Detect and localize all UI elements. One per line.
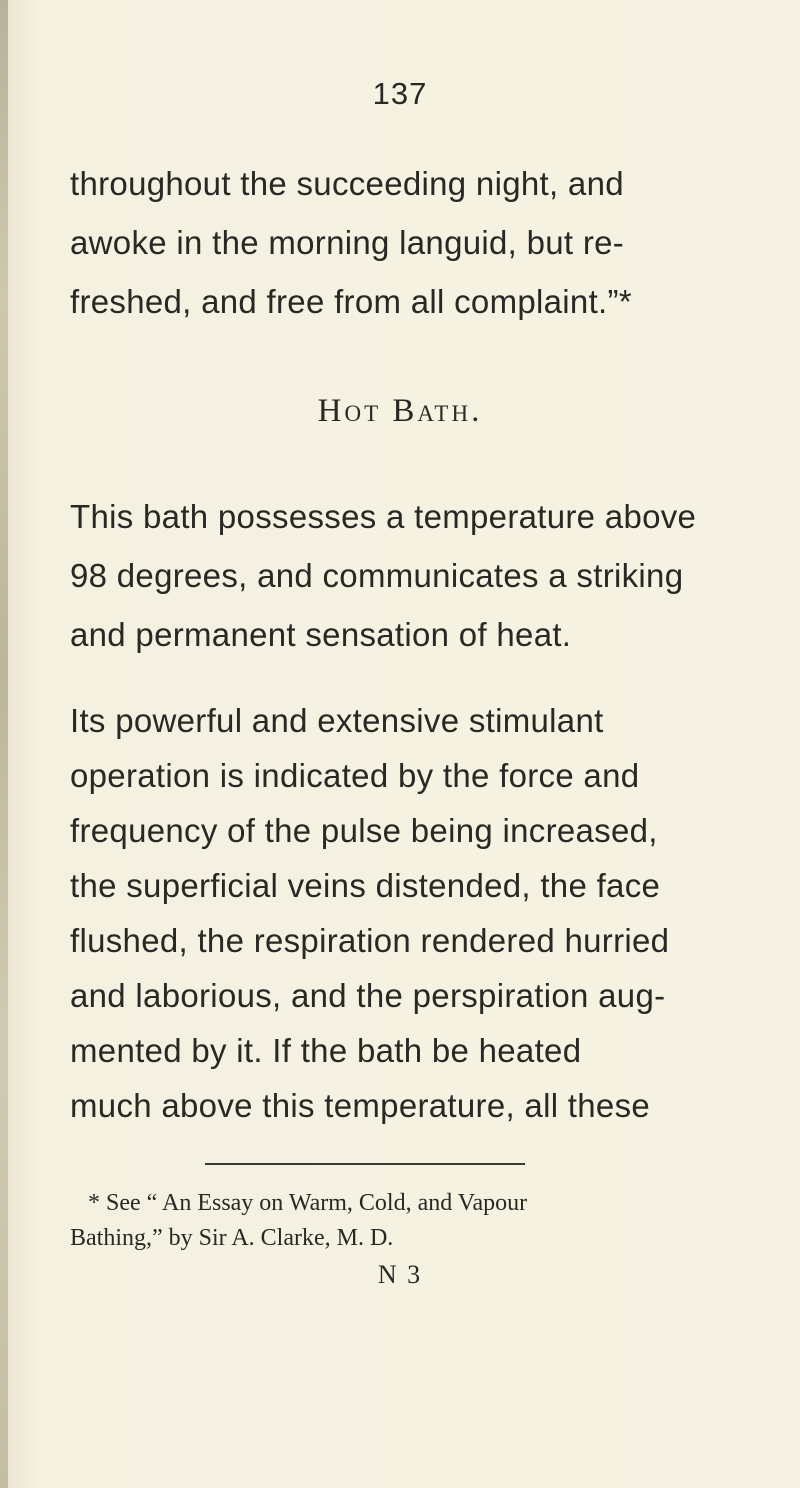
footnote-line: * See “ An Essay on Warm, Cold, and Vapour	[88, 1190, 528, 1216]
signature-mark: N 3	[377, 1260, 423, 1289]
paragraph-3-line: operation is indicated by the force and	[70, 757, 640, 794]
paragraph-3-line: the superficial veins distended, the face	[70, 867, 661, 904]
footnote-divider	[205, 1163, 525, 1165]
paragraph-3-line: frequency of the pulse being increased,	[70, 812, 658, 849]
paragraph-3-line: Its powerful and extensive stimulant	[70, 702, 604, 739]
paragraph-3-line: and laborious, and the perspiration aug-	[70, 977, 666, 1014]
paragraph-1-line: freshed, and free from all complaint.”*	[70, 283, 632, 320]
paragraph-2-line: 98 degrees, and communicates a striking	[70, 557, 684, 594]
paragraph-2-line: and permanent sensation of heat.	[70, 616, 572, 653]
paragraph-1-line: awoke in the morning languid, but re-	[70, 224, 625, 261]
paragraph-2-line: This bath possesses a temperature above	[70, 498, 697, 535]
footnote-line: Bathing,” by Sir A. Clarke, M. D.	[70, 1225, 394, 1251]
page-number: 137	[372, 76, 428, 111]
paragraph-3-line: flushed, the respiration rendered hurried	[70, 922, 670, 959]
paragraph-3-line: mented by it. If the bath be heated	[70, 1032, 582, 1069]
paragraph-1-line: throughout the succeeding night, and	[70, 165, 624, 202]
section-heading: Hot Bath.	[317, 393, 483, 429]
paragraph-3-line: much above this temperature, all these	[70, 1087, 651, 1124]
